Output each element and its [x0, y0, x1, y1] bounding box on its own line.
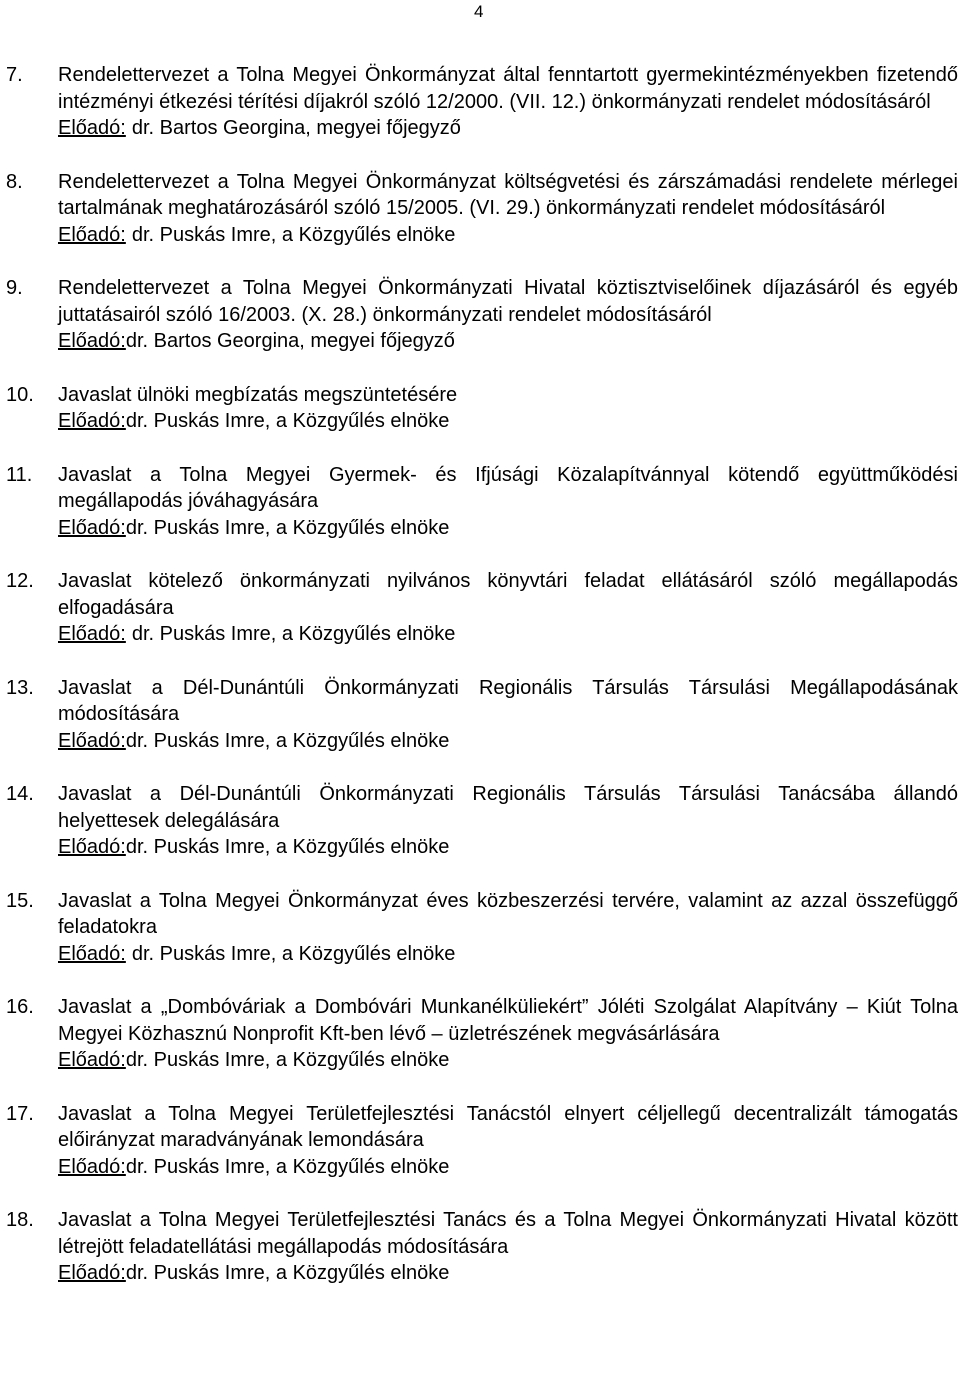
item-number: 8. [6, 170, 23, 193]
presenter-label: Előadó: [58, 330, 126, 352]
agenda-list [6, 62, 958, 1314]
presenter-name: dr. Puskás Imre, a Közgyűlés elnöke [125, 836, 450, 858]
presenter-line [58, 408, 958, 435]
item-content [58, 382, 958, 435]
presenter-label: Előadó: [58, 516, 126, 539]
presenter-line [58, 728, 958, 755]
presenter-label: Előadó: [58, 1049, 126, 1071]
presenter-label: Előadó: [58, 623, 126, 645]
item-number: 16. [6, 996, 34, 1018]
presenter-name: dr. Puskás Imre, a Közgyűlés elnöke [131, 223, 456, 246]
item-content [58, 169, 958, 249]
agenda-item [6, 382, 958, 435]
presenter-label: Előadó: [58, 1262, 126, 1284]
item-number: 13. [6, 676, 34, 699]
item-number: 14. [6, 783, 34, 805]
presenter-name: dr. Puskás Imre, a Közgyűlés elnöke [125, 516, 450, 539]
presenter-label: Előadó: [58, 836, 126, 858]
presenter-label: Előadó: [58, 729, 126, 752]
presenter-line [58, 834, 958, 861]
item-number: 18. [6, 1209, 34, 1231]
presenter-line [58, 1047, 958, 1074]
presenter-name: dr. Puskás Imre, a Közgyűlés elnöke [131, 623, 456, 645]
item-content [58, 62, 958, 142]
presenter-name: dr. Puskás Imre, a Közgyűlés elnöke [125, 1049, 450, 1071]
presenter-line [58, 328, 958, 355]
presenter-line [58, 222, 958, 249]
item-number: 12. [6, 570, 34, 592]
page-number: 4 [474, 2, 484, 21]
presenter-label: Előadó: [58, 942, 126, 965]
item-content [58, 275, 958, 355]
item-title: Javaslat ülnöki megbízatás megszüntetésére [58, 383, 458, 406]
item-title: Javaslat a Tolna Megyei Területfejlesztési Tanács és a Tolna Megyei Önkormányzati Hivatal között létrejött feladatellátási megállapodás módosítására [58, 1209, 958, 1258]
item-content [58, 994, 958, 1074]
presenter-line [58, 941, 958, 968]
presenter-name: dr. Puskás Imre, a Közgyűlés elnöke [131, 942, 456, 965]
agenda-item [6, 568, 958, 648]
presenter-name: dr. Puskás Imre, a Közgyűlés elnöke [125, 410, 450, 432]
presenter-line [58, 1260, 958, 1287]
item-title: Javaslat a Dél-Dunántúli Önkormányzati Regionális Társulás Társulási Megállapodásának módosítására [58, 676, 958, 725]
item-number: 17. [6, 1102, 34, 1125]
presenter-name: dr. Bartos Georgina, megyei főjegyző [131, 117, 461, 139]
agenda-item [6, 781, 958, 861]
item-number: 7. [6, 64, 23, 86]
agenda-item [6, 888, 958, 968]
item-content [58, 675, 958, 755]
presenter-line [58, 115, 958, 142]
item-number: 11. [6, 463, 33, 486]
item-content [58, 781, 958, 861]
agenda-item [6, 169, 958, 249]
item-title: Rendelettervezet a Tolna Megyei Önkormányzat által fenntartott gyermekintézményekben fizetendő intézményi étkezési térítési díjakról szóló 12/2000. (VII. 12.) önkormányzati rendelet módosításáról [58, 64, 958, 113]
agenda-item [6, 62, 958, 142]
agenda-item [6, 994, 958, 1074]
presenter-label: Előadó: [58, 1155, 126, 1178]
item-content [58, 462, 958, 542]
presenter-name: dr. Puskás Imre, a Közgyűlés elnöke [125, 1155, 450, 1178]
item-number: 9. [6, 277, 23, 299]
agenda-item [6, 1207, 958, 1287]
item-title: Javaslat a Tolna Megyei Önkormányzat éves közbeszerzési tervére, valamint az azzal összefüggő feladatokra [58, 889, 958, 938]
presenter-label: Előadó: [58, 117, 126, 139]
agenda-item [6, 462, 958, 542]
item-title: Javaslat kötelező önkormányzati nyilvános könyvtári feladat ellátásáról szóló megállapodás elfogadására [58, 570, 958, 619]
item-content [58, 568, 958, 648]
item-content [58, 888, 958, 968]
item-content [58, 1101, 958, 1181]
item-title: Javaslat a Tolna Megyei Területfejlesztési Tanácstól elnyert céljellegű decentralizált támogatás előirányzat maradványának lemondására [58, 1102, 958, 1151]
presenter-name: dr. Puskás Imre, a Közgyűlés elnöke [125, 1262, 450, 1284]
presenter-name: dr. Puskás Imre, a Közgyűlés elnöke [125, 729, 450, 752]
item-title: Javaslat a Dél-Dunántúli Önkormányzati Regionális Társulás Társulási Tanácsába állandó helyettesek delegálására [58, 783, 958, 832]
item-number: 15. [6, 889, 34, 912]
presenter-line [58, 515, 958, 542]
presenter-line [58, 621, 958, 648]
presenter-label: Előadó: [58, 223, 126, 246]
item-title: Javaslat a „Dombóváriak a Dombóvári Munkanélküliekért” Jóléti Szolgálat Alapítvány – Kiút Tolna Megyei Közhasznú Nonprofit Kft-ben lévő – üzletrészének megvásárlására [58, 996, 958, 1045]
item-number: 10. [6, 383, 34, 406]
item-content [58, 1207, 958, 1287]
item-title: Javaslat a Tolna Megyei Gyermek- és Ifjúsági Közalapítvánnyal kötendő együttműködési megállapodás jóváhagyására [58, 463, 958, 512]
agenda-item [6, 275, 958, 355]
presenter-label: Előadó: [58, 410, 126, 432]
agenda-item [6, 675, 958, 755]
item-title: Rendelettervezet a Tolna Megyei Önkormányzati Hivatal köztisztviselőinek díjazásáról és egyéb juttatásairól szóló 16/2003. (X. 28.) önkormányzati rendelet módosításáról [58, 277, 958, 326]
presenter-line [58, 1154, 958, 1181]
item-title: Rendelettervezet a Tolna Megyei Önkormányzat költségvetési és zárszámadási rendelete mérlegei tartalmának meghatározásáról szóló 15/2005. (VI. 29.) önkormányzati rendelet módosításáról [58, 170, 958, 219]
presenter-name: dr. Bartos Georgina, megyei főjegyző [125, 330, 455, 352]
agenda-item [6, 1101, 958, 1181]
